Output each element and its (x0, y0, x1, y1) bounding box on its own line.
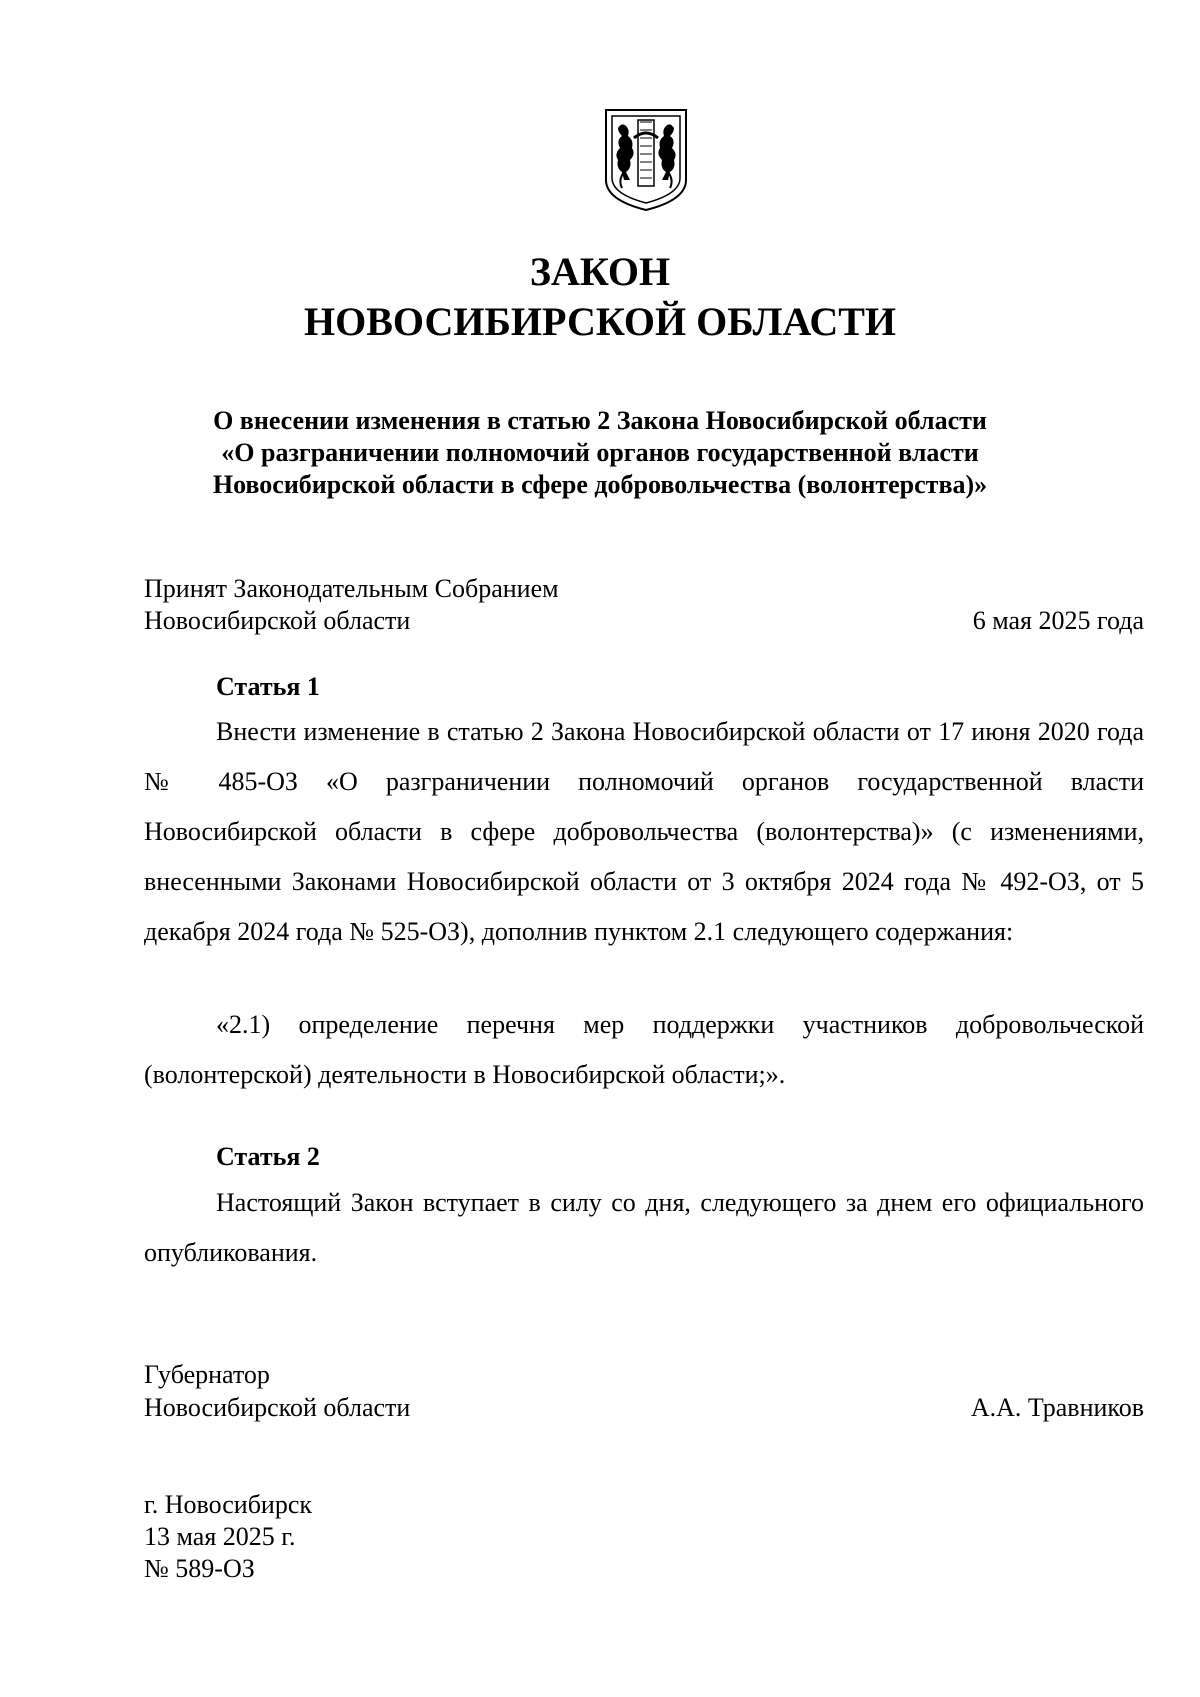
signature-position-line2: Новосибирской области (144, 1393, 411, 1422)
footer-date: 13 мая 2025 г. (144, 1522, 296, 1551)
subject-line1: О внесении изменения в статью 2 Закона Новосибирской области (213, 406, 987, 435)
footer-city: г. Новосибирск (144, 1490, 313, 1519)
subject-line2: «О разграничении полномочий органов государственной власти (221, 438, 979, 467)
adoption-line2: Новосибирской области (144, 606, 411, 635)
footer-law-number: № 589-ОЗ (144, 1554, 255, 1583)
article1-paragraph1: Внести изменение в статью 2 Закона Новосибирской области от 17 июня 2020 года № 485-ОЗ «О разграничении полномочий органов государственной власти Новосибирской области в сфере добровольчества (волонтерства)» (с изменениями, внесенными Законами Новосибирской области от 3 октября 2024 года № 492-ОЗ, от 5 декабря 2024 года № 525-ОЗ), дополнив пунктом 2.1 следующего содержания: (144, 717, 1144, 946)
law-subject (0, 405, 1200, 501)
adoption-line1: Принят Законодательным Собранием (144, 574, 559, 603)
signature-position-line1: Губернатор (144, 1360, 270, 1389)
subject-line3: Новосибирской области в сфере добровольчества (волонтерства)» (212, 470, 988, 499)
article1-heading: Статья 1 (216, 672, 320, 701)
coat-of-arms-icon (604, 108, 688, 212)
article1-paragraph2: «2.1) определение перечня мер поддержки участников добровольческой (волонтерской) деятельности в Новосибирской области;». (144, 1010, 1144, 1089)
article2-heading: Статья 2 (216, 1142, 320, 1171)
law-title-line1: ЗАКОН (529, 249, 671, 294)
article2-paragraph: Настоящий Закон вступает в силу со дня, следующего за днем его официального опубликования. (144, 1188, 1144, 1267)
adoption-date: 6 мая 2025 года (972, 606, 1144, 635)
law-title-line2: НОВОСИБИРСКОЙ ОБЛАСТИ (303, 299, 897, 344)
signatory-name: А.А. Травников (970, 1393, 1144, 1422)
